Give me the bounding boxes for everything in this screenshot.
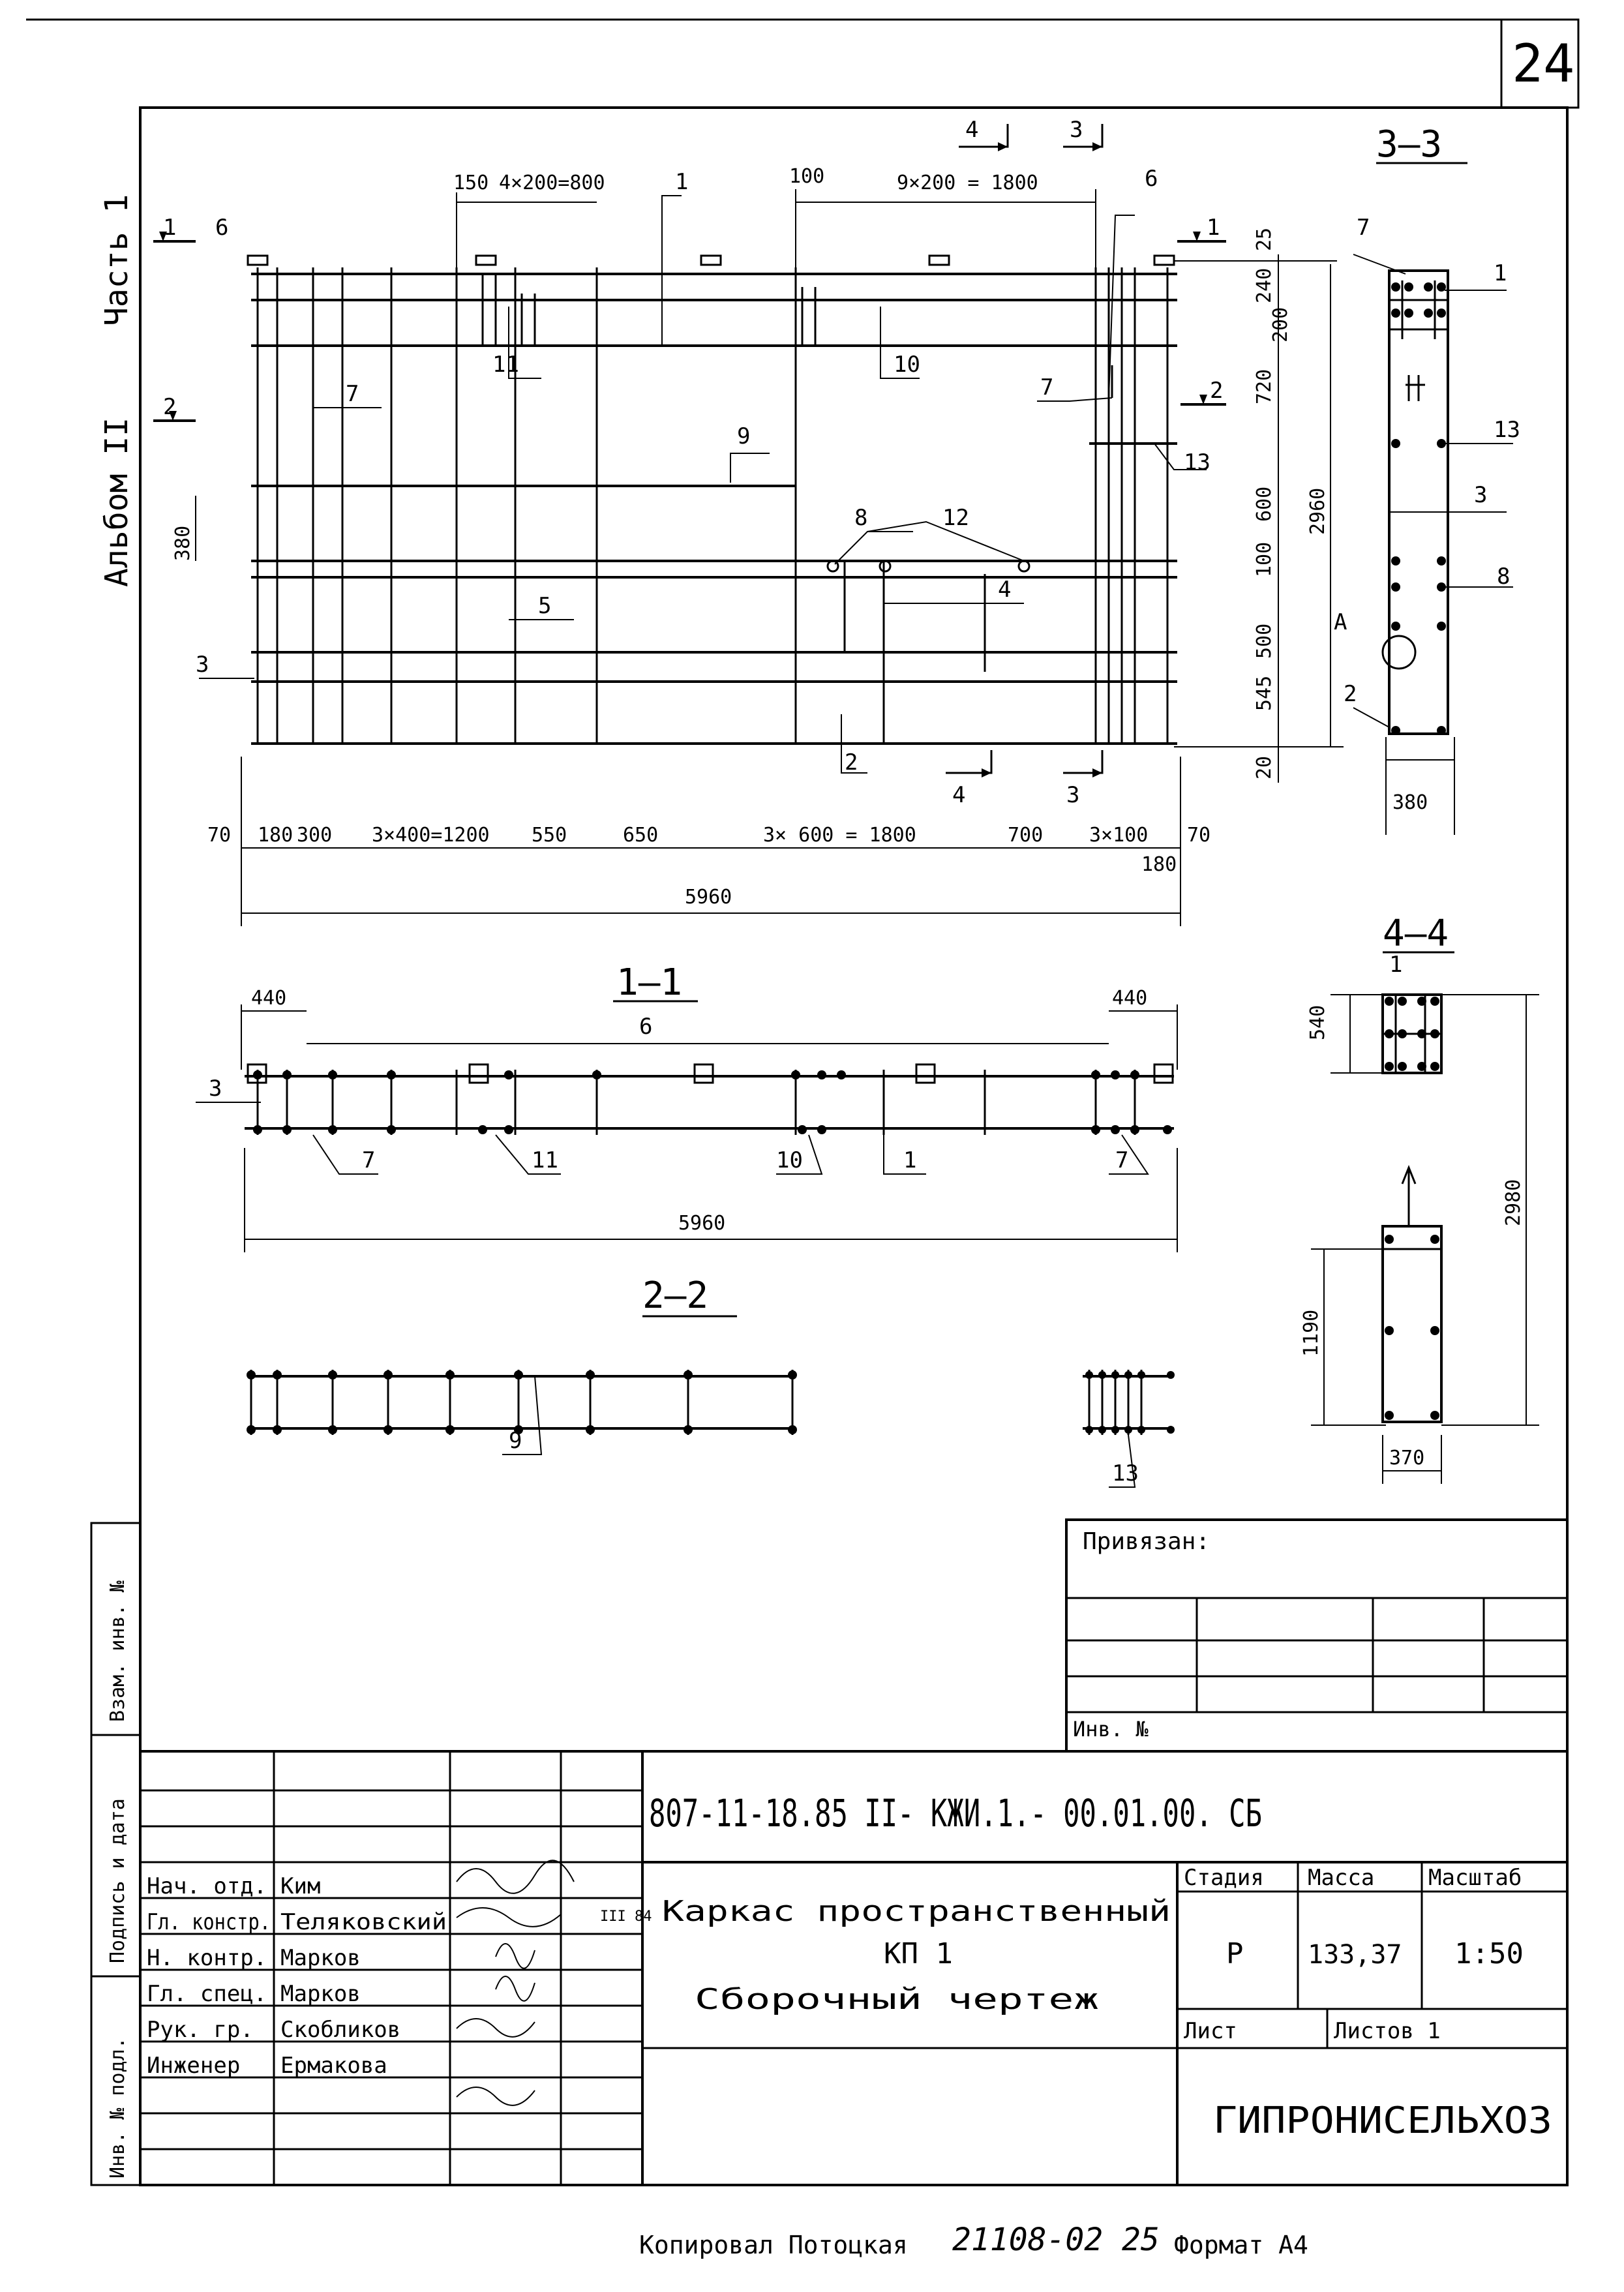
s33-callout-A: A [1334,609,1347,635]
s44-dim-540: 540 [1306,1004,1329,1040]
s11-callout-10: 10 [776,1147,803,1173]
cut-mark-1-right: 1 [1207,215,1220,241]
dim-100-top: 100 [789,165,825,188]
callout-13: 13 [1184,449,1210,475]
bdim-9: 70 [1187,824,1211,847]
bdim-4: 550 [532,824,567,847]
bdim-3: 3×400=1200 [372,824,490,847]
callout-1: 1 [675,169,689,195]
name-4: Скобликов [280,2017,401,2043]
copy-number: 25 [1122,2222,1160,2258]
sheet-number: 24 [1512,33,1575,94]
s33-callout-1: 1 [1494,260,1507,286]
callout-11: 11 [492,352,519,378]
section-3-3-title: 3—3 [1376,123,1443,166]
copied-by: Копировал Потоцкая [639,2231,908,2259]
name-2: Марков [280,1945,361,1971]
s33-callout-13: 13 [1494,417,1520,443]
s33-callout-8: 8 [1497,564,1511,590]
rdim-7: 545 [1253,675,1276,711]
s11-callout-11: 11 [532,1147,558,1173]
stage-value: Р [1226,1937,1244,1970]
bdim-7: 700 [1008,824,1044,847]
bdim-8: 3×100 [1089,824,1149,847]
rdim-6: 500 [1253,623,1276,659]
rdim-0: 25 [1253,227,1276,251]
name-0: Ким [280,1873,321,1899]
rdim-3: 720 [1253,369,1276,404]
s11-callout-1: 1 [903,1147,917,1173]
dim-9x200: 9×200 = 1800 [897,172,1038,194]
bdim-0: 70 [207,824,232,847]
s11-dim-440-left: 440 [251,987,287,1010]
dim-380-left: 380 [172,525,194,561]
s44-callout-1: 1 [1389,952,1403,978]
role-0: Нач. отд. [147,1873,267,1899]
album-label: Альбом II [98,417,135,587]
bdim-1: 180 [258,824,293,847]
s44-dim-1190: 1190 [1300,1309,1323,1357]
role-4: Рук. гр. [147,2017,254,2043]
name-1: Теляковский [280,1909,447,1935]
section-4-4-title: 4—4 [1383,912,1449,955]
sheets-header: Листов 1 [1334,2018,1441,2044]
s22-callout-13: 13 [1112,1460,1139,1486]
s11-callout-6: 6 [639,1014,653,1040]
dim-4x200: 4×200=800 [499,172,605,194]
title-line-3: Сборочный чертеж [695,1983,1099,2016]
s33-callout-3: 3 [1474,482,1488,508]
callout-7b: 7 [1040,374,1054,400]
cut-mark-3-top: 3 [1070,117,1083,143]
title-line-2: КП 1 [884,1937,953,1970]
bdim-2: 300 [297,824,333,847]
s11-callout-7a: 7 [362,1147,376,1173]
s44-dim-370: 370 [1389,1447,1425,1470]
s11-dim-440-right: 440 [1112,987,1148,1010]
stage-header: Стадия [1184,1865,1264,1891]
cut-mark-1-left: 1 [163,215,177,241]
bdim-6: 3× 600 = 1800 [763,824,916,847]
scale-value: 1:50 [1454,1937,1524,1970]
part-label: Часть 1 [98,194,135,326]
strip-vzam: Взам. инв. № [106,1580,129,1722]
role-2: Н. контр. [147,1945,267,1971]
dim-2960: 2960 [1306,487,1329,535]
callout-7a: 7 [346,381,359,407]
rdim-5: 100 [1253,541,1276,577]
s11-total-length: 5960 [678,1212,726,1235]
s33-dim-380: 380 [1392,791,1428,814]
cut-mark-4-top: 4 [965,117,979,143]
mass-value: 133,37 [1308,1940,1402,1970]
section-1-1-title: 1—1 [616,961,683,1004]
scale-header: Масштаб [1428,1865,1522,1891]
doc-code: 807-11-18.85 II- КЖИ.1.- 00.01.00. СБ [649,1791,1262,1835]
cut-mark-4-bottom: 4 [952,782,966,808]
role-1: Гл. констр. [147,1909,271,1935]
cut-mark-2-right: 2 [1210,378,1224,404]
s11-callout-3: 3 [209,1076,222,1102]
strip-podpis: Подпись и дата [106,1798,129,1963]
order-number: 21108-02 [952,2222,1104,2258]
name-3: Марков [280,1981,361,2007]
mass-header: Масса [1308,1865,1375,1891]
callout-6a: 6 [215,215,229,241]
callout-3: 3 [196,652,209,678]
bdim-180: 180 [1141,853,1177,876]
s33-callout-7: 7 [1357,215,1370,241]
callout-2: 2 [845,749,858,776]
binding-label: Привязан: [1083,1528,1210,1555]
callout-10: 10 [894,352,920,378]
title-line-1: Каркас пространственный [662,1895,1171,1928]
s22-callout-9: 9 [509,1428,522,1454]
rdim-2: 200 [1269,307,1292,342]
dim-150: 150 [453,172,489,194]
callout-12: 12 [942,505,969,531]
callout-6b: 6 [1145,166,1158,192]
format-label: Формат А4 [1174,2231,1308,2259]
strip-inv: Инв. № подл. [106,2037,129,2179]
cut-mark-3-bottom: 3 [1066,782,1080,808]
name-5: Ермакова [280,2053,387,2079]
organization: ГИПРОНИСЕЛЬХОЗ [1213,2100,1552,2142]
rdim-1: 240 [1253,267,1276,303]
date-note: III 84 [600,1908,652,1925]
section-2-2-title: 2—2 [642,1274,709,1317]
cut-mark-2-left: 2 [163,394,177,420]
callout-8: 8 [854,505,868,531]
callout-9: 9 [737,423,751,449]
role-5: Инженер [147,2053,241,2079]
elevation-total-length: 5960 [685,886,732,909]
binding-inv-label: Инв. № [1073,1717,1149,1742]
role-3: Гл. спец. [147,1981,267,2007]
rdim-8: 20 [1253,755,1276,779]
s11-callout-7b: 7 [1115,1147,1129,1173]
s44-dim-2980: 2980 [1502,1179,1525,1226]
bdim-5: 650 [623,824,659,847]
sheet-header: Лист [1184,2018,1237,2044]
rdim-4: 600 [1253,486,1276,522]
callout-5: 5 [538,593,552,619]
callout-4: 4 [998,577,1012,603]
s33-callout-2: 2 [1344,681,1357,707]
